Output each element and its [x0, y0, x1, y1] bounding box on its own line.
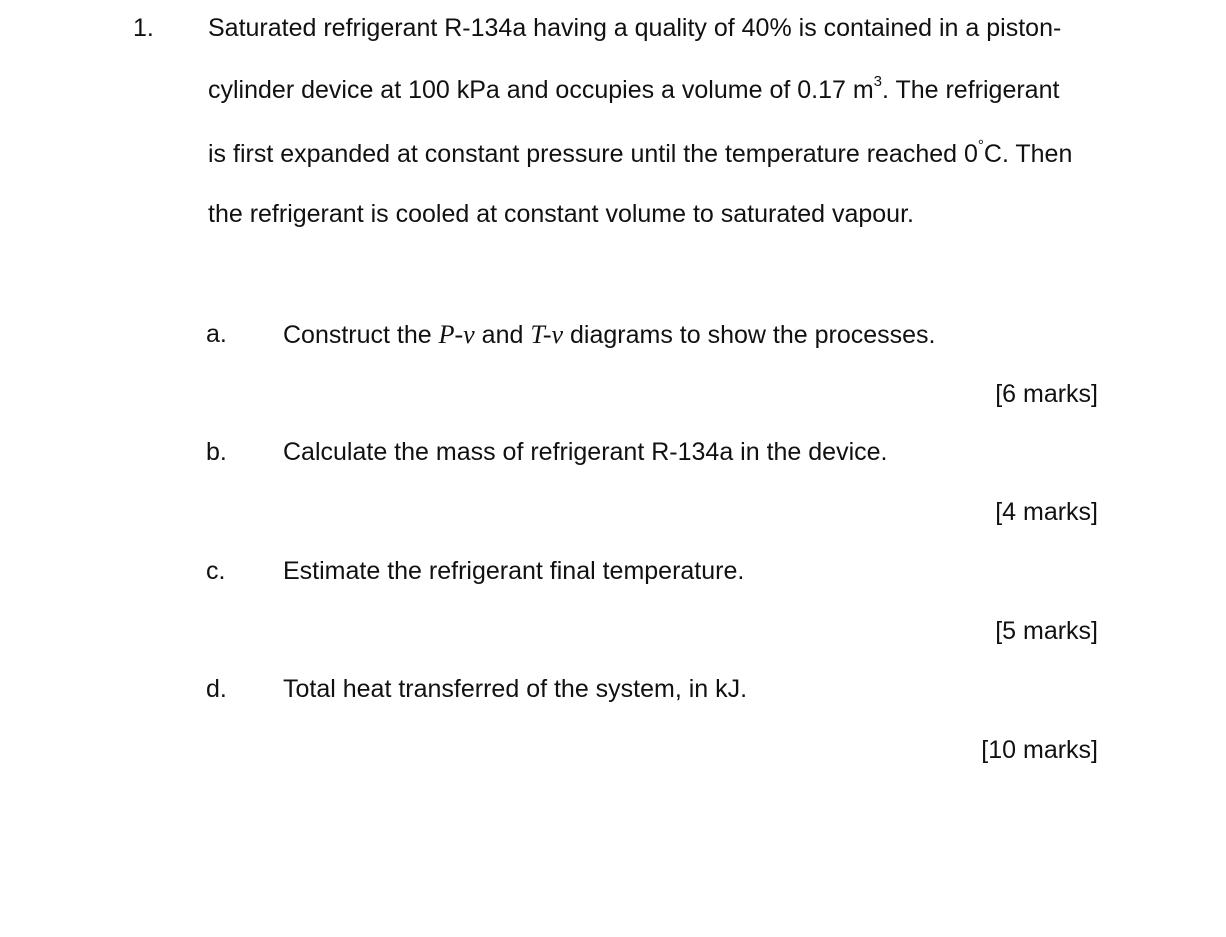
part-label: d.	[206, 675, 227, 703]
part-label: a.	[206, 320, 227, 348]
pv-italic: P-v	[438, 320, 475, 349]
stem-line-4: the refrigerant is cooled at constant volume to saturated vapour.	[208, 200, 914, 228]
tv-italic: T-v	[530, 320, 564, 349]
stem-line-3	[208, 137, 1073, 169]
part-text-pre: Construct the	[283, 321, 439, 349]
part-label: c.	[206, 557, 226, 585]
marks-label: [4 marks]	[995, 498, 1098, 526]
stem-line-2-tail: . The refrigerant	[882, 76, 1060, 104]
stem-line-1: Saturated refrigerant R-134a having a quality of 40% is contained in a piston-	[208, 14, 1062, 42]
part-text-mid: and	[474, 321, 531, 349]
marks-label: [5 marks]	[995, 617, 1098, 645]
degree-superscript: °	[977, 137, 984, 154]
marks-label: [6 marks]	[995, 380, 1098, 408]
part-text: Calculate the mass of refrigerant R-134a in the device.	[283, 438, 888, 466]
stem-line-3-text: is first expanded at constant pressure until the temperature reached 0	[208, 140, 978, 168]
part-label: b.	[206, 438, 227, 466]
stem-line-2	[208, 73, 1060, 105]
stem-line-3-tail: C. Then	[983, 140, 1073, 168]
part-text: Estimate the refrigerant final temperature.	[283, 557, 745, 585]
stem-line-2-text: cylinder device at 100 kPa and occupies a volume of 0.17 m	[208, 76, 874, 104]
cubic-superscript: 3	[873, 73, 883, 90]
question-number: 1.	[133, 14, 154, 42]
part-text: Total heat transferred of the system, in kJ.	[283, 675, 748, 703]
marks-label: [10 marks]	[981, 736, 1098, 764]
part-text-post: diagrams to show the processes.	[563, 321, 936, 349]
part-text	[283, 320, 935, 350]
